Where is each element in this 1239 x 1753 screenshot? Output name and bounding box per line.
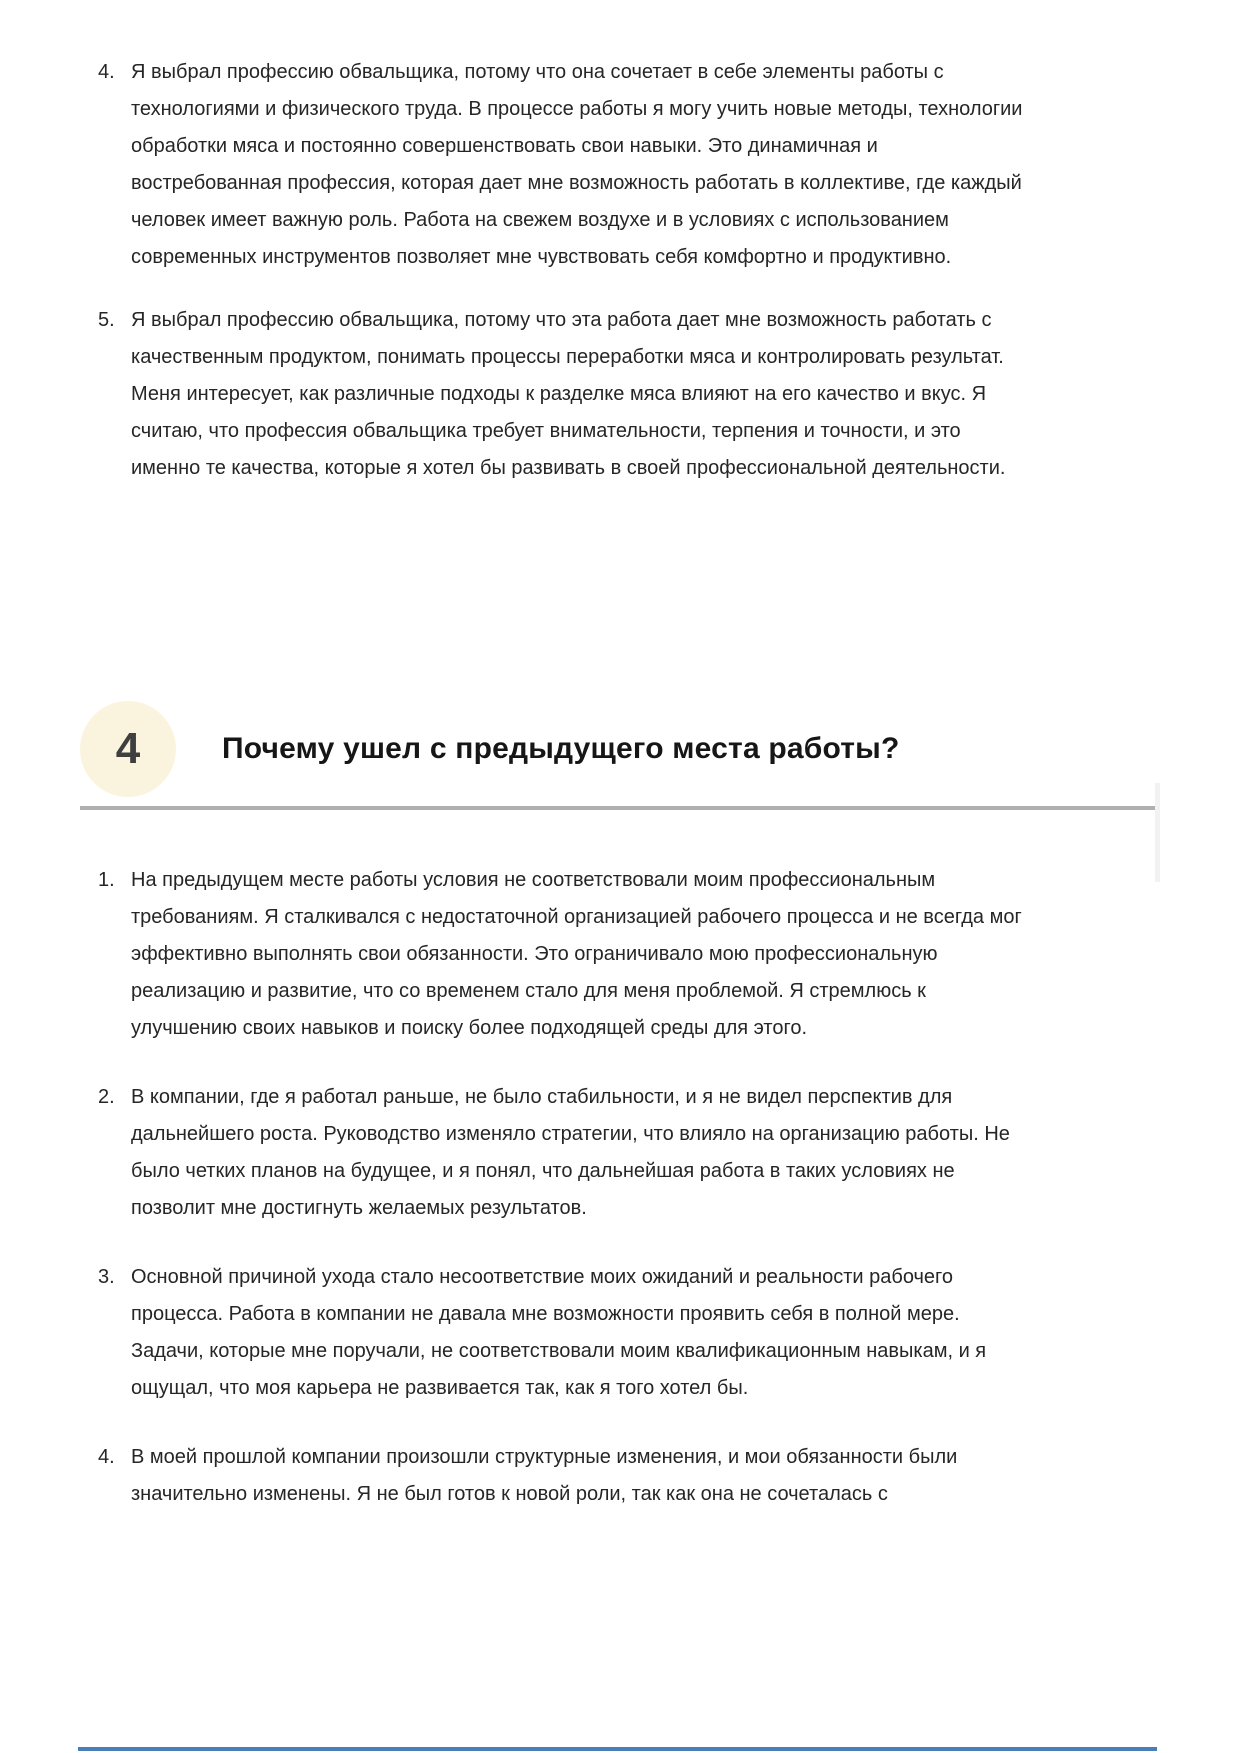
list-item [98,862,1030,1047]
list-item-number: 4. [98,1446,115,1468]
list-item [98,54,1030,276]
list-item [98,1079,1030,1227]
header-right-edge-line [1155,783,1160,882]
list-item-number: 2. [98,1086,115,1108]
list-item-text: На предыдущем месте работы условия не соответствовали моим профессиональным требованиям. Я сталкивался с недостаточной организацией рабочего процесса и не всегда мог эффективно выполнять свои обязанности. Это ограничивало мою профессиональную реализацию и развитие, что со временем стало для меня проблемой. Я стремлюсь к улучшению своих навыков и поиску более подходящей среды для этого. [131,869,1022,1039]
answers-list-previous-section [0,0,1239,487]
list-item [98,1259,1030,1407]
bottom-accent-bar [78,1747,1157,1751]
answers-list-current-section [0,810,1239,1513]
list-item-number: 3. [98,1266,115,1288]
section-header [80,701,1239,797]
list-item [98,1439,1030,1513]
section-title: Почему ушел с предыдущего места работы? [222,732,900,765]
list-item-text: В компании, где я работал раньше, не было стабильности, и я не видел перспектив для дальнейшего роста. Руководство изменяло стратегии, что влияло на организацию работы. Не было четких планов на будущее, и я понял, что дальнейшая работа в таких условиях не позволит мне достигнуть желаемых результатов. [131,1086,1010,1219]
list-item-text: В моей прошлой компании произошли структурные изменения, и мои обязанности были значительно изменены. Я не был готов к новой роли, так как она не сочеталась с [131,1446,958,1505]
list-item [98,302,1030,487]
list-item-text: Я выбрал профессию обвальщика, потому что она сочетает в себе элементы работы с технологиями и физического труда. В процессе работы я могу учить новые методы, технологии обработки мяса и постоянно совершенствовать свои навыки. Это динамичная и востребованная профессия, которая дает мне возможность работать в коллективе, где каждый человек имеет важную роль. Работа на свежем воздухе и в условиях с использованием современных инструментов позволяет мне чувствовать себя комфортно и продуктивно. [131,61,1023,268]
list-item-number: 5. [98,309,115,331]
section-number: 4 [115,724,141,773]
section-number-badge [80,701,176,797]
list-item-number: 4. [98,61,115,83]
list-item-text: Я выбрал профессию обвальщика, потому что эта работа дает мне возможность работать с качественным продуктом, понимать процессы переработки мяса и контролировать результат. Меня интересует, как различные подходы к разделке мяса влияют на его качество и вкус. Я считаю, что профессия обвальщика требует внимательности, терпения и точности, и это именно те качества, которые я хотел бы развивать в своей профессиональной деятельности. [131,309,1006,479]
list-item-text: Основной причиной ухода стало несоответствие моих ожиданий и реальности рабочего процесса. Работа в компании не давала мне возможности проявить себя в полной мере. Задачи, которые мне поручали, не соответствовали моим квалификационным навыкам, и я ощущал, что моя карьера не развивается так, как я того хотел бы. [131,1266,987,1399]
list-item-number: 1. [98,869,115,891]
